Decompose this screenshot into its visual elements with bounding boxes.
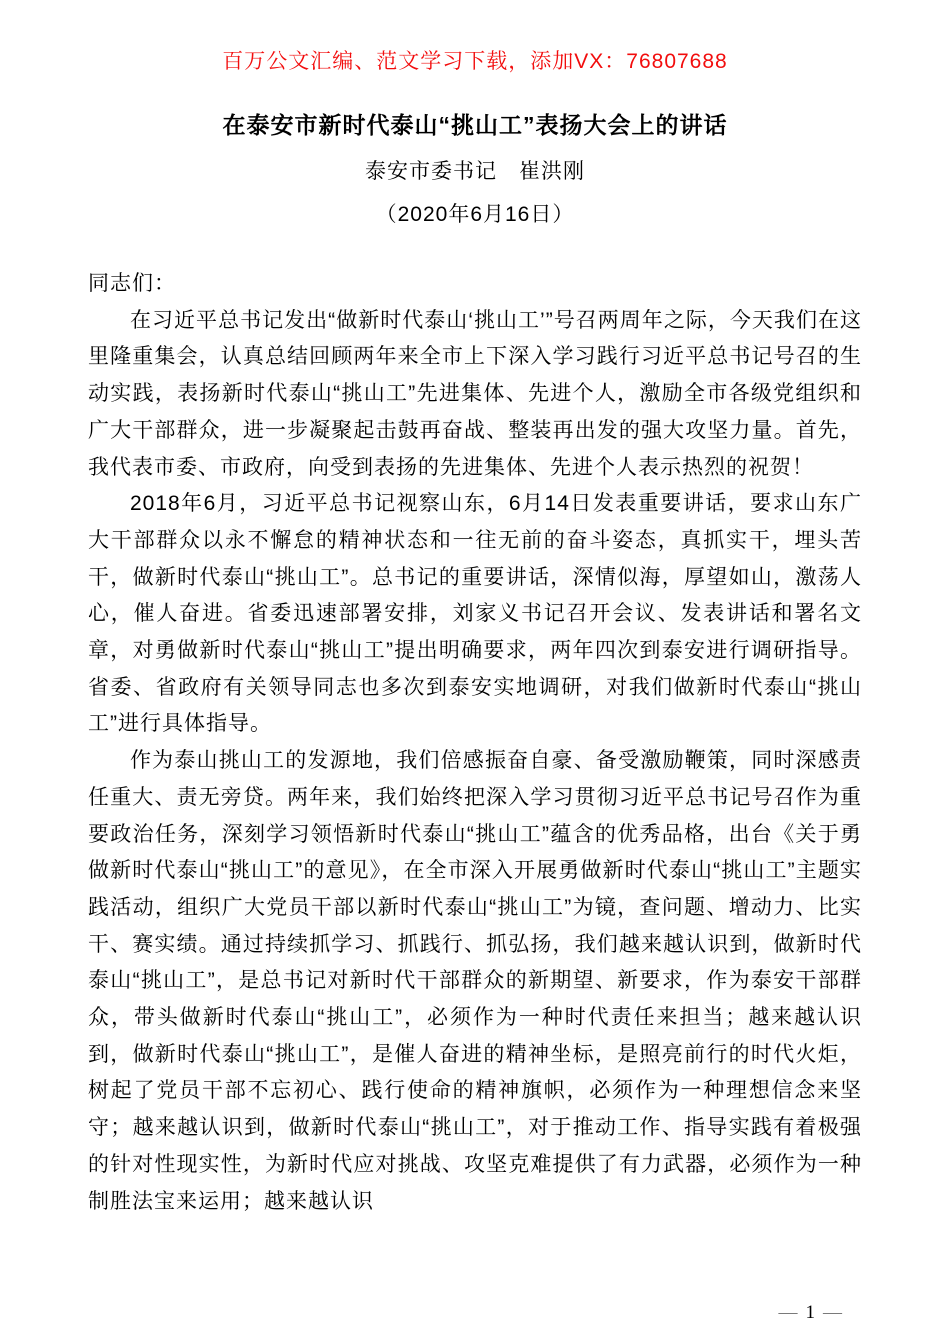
paragraph-2: 2018年6月，习近平总书记视察山东，6月14日发表重要讲话，要求山东广大干部群众以永不懈怠的精神状态和一往无前的奋斗姿态，真抓实干，埋头苦干，做新时代泰山“挑山工”。总书记的重要讲话，深情似海，厚望如山，激荡人心，催人奋进。省委迅速部署安排，刘家义书记召开会议、发表讲话和署名文章，对勇做新时代泰山“挑山工”提出明确要求，两年四次到泰安进行调研指导。省委、省政府有关领导同志也多次到泰安实地调研，对我们做新时代泰山“挑山工”进行具体指导。 [88, 492, 862, 736]
page-number-dash-left: — [778, 1302, 798, 1323]
document-body [88, 266, 862, 1220]
paragraph-3: 作为泰山挑山工的发源地，我们倍感振奋自豪、备受激励鞭策，同时深感责任重大、责无旁贷。两年来，我们始终把深入学习贯彻习近平总书记号召作为重要政治任务，深刻学习领悟新时代泰山“挑山工”蕴含的优秀品格，出台《关于勇做新时代泰山“挑山工”的意见》，在全市深入开展勇做新时代泰山“挑山工”主题实践活动，组织广大党员干部以新时代泰山“挑山工”为镜，查问题、增动力、比实干、赛实绩。通过持续抓学习、抓践行、抓弘扬，我们越来越认识到，做新时代泰山“挑山工”，是总书记对新时代干部群众的新期望、新要求，作为泰安干部群众，带头做新时代泰山“挑山工”，必须作为一种时代责任来担当；越来越认识到，做新时代泰山“挑山工”，是催人奋进的精神坐标，是照亮前行的时代火炬，树起了党员干部不忘初心、践行使命的精神旗帜，必须作为一种理想信念来坚守；越来越认识到，做新时代泰山“挑山工”，对于推动工作、指导实践有着极强的针对性现实性，为新时代应对挑战、攻坚克难提供了有力武器，必须作为一种制胜法宝来运用；越来越认识 [88, 749, 862, 1213]
notice-banner: 百万公文汇编、范文学习下载，添加VX：76807688 [222, 50, 728, 73]
date-line: （2020年6月16日） [375, 203, 575, 226]
salutation: 同志们： [88, 272, 176, 295]
document-title: 在泰安市新时代泰山“挑山工”表扬大会上的讲话 [222, 112, 728, 138]
page-number [771, 1302, 851, 1324]
author-line: 泰安市委书记 崔洪刚 [365, 160, 585, 183]
paragraph-1: 在习近平总书记发出“做新时代泰山‘挑山工’”号召两周年之际，今天我们在这里隆重集会，认真总结回顾两年来全市上下深入学习践行习近平总书记号召的生动实践，表扬新时代泰山“挑山工”先进集体、先进个人，激励全市各级党组织和广大干部群众，进一步凝聚起击鼓再奋战、整装再出发的强大攻坚力量。首先，我代表市委、市政府，向受到表扬的先进集体、先进个人表示热烈的祝贺！ [88, 308, 862, 479]
page-number-dash-right: — [823, 1302, 842, 1323]
page-number-value: 1 [805, 1302, 815, 1323]
